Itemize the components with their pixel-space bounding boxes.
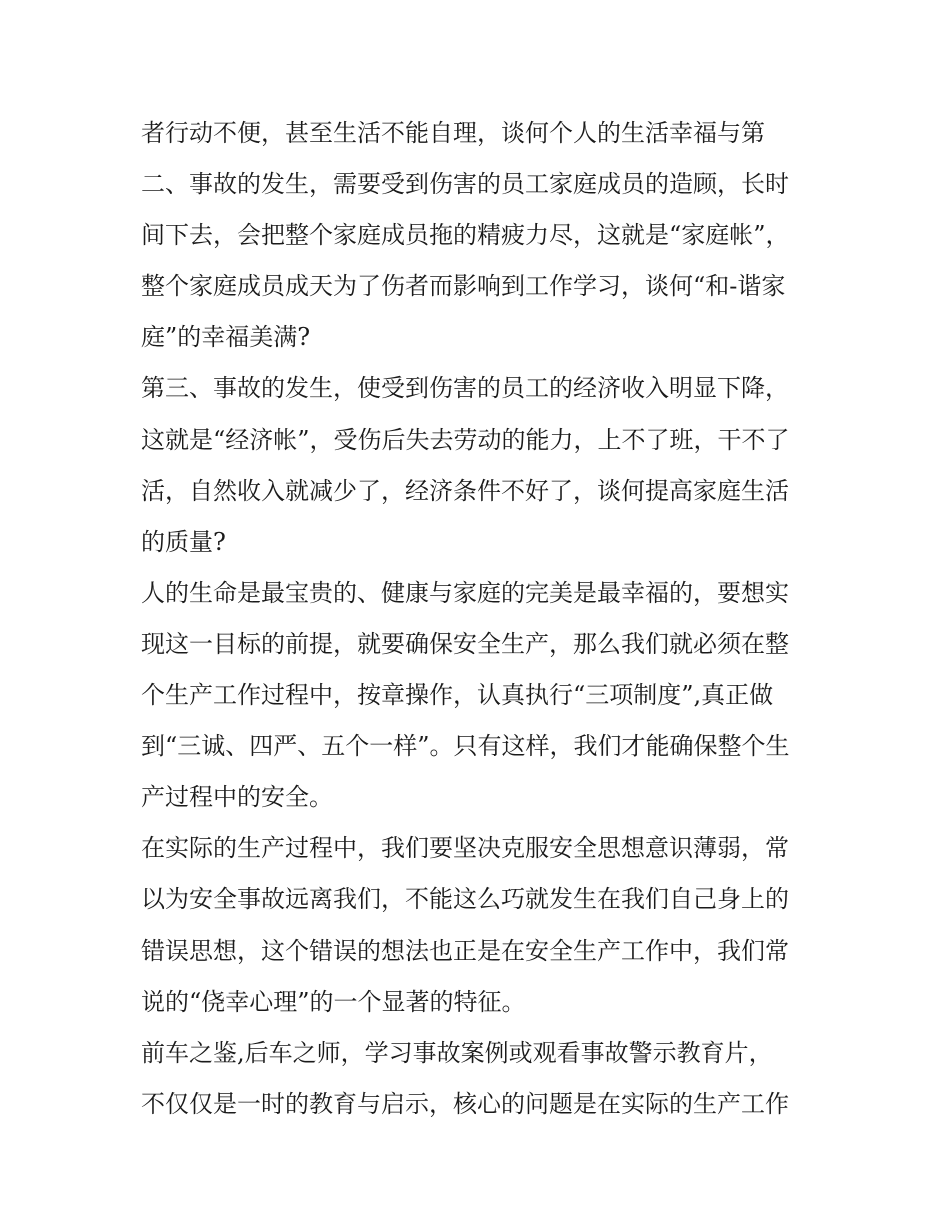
text-line: 在实际的生产过程中，我们要坚决克服安全思想意识薄弱，常 (141, 834, 789, 863)
text-line: 人的生命是最宝贵的、健康与家庭的完美是最幸福的，要想实 (141, 578, 789, 607)
text-line: 前车之鉴,后车之师，学习事故案例或观看事故警示教育片， (141, 1038, 773, 1067)
text-line: 的质量? (141, 527, 226, 556)
text-line: 活，自然收入就减少了，经济条件不好了，谈何提高家庭生活 (141, 476, 789, 505)
text-line: 二、事故的发生，需要受到伤害的员工家庭成员的造顾，长时 (141, 170, 789, 199)
text-line: 不仅仅是一时的教育与启示，核心的问题是在实际的生产工作 (141, 1089, 789, 1118)
text-line: 者行动不便，甚至生活不能自理，谈何个人的生活幸福与第 (141, 119, 765, 147)
text-line: 整个家庭成员成天为了伤者而影响到工作学习，谈何“和-谐家 (141, 272, 786, 301)
text-line: 产过程中的安全。 (141, 783, 333, 812)
text-line: 到“三诚、四严、五个一样”。只有这样，我们才能确保整个生 (141, 732, 790, 761)
text-line: 现这一目标的前提，就要确保安全生产，那么我们就必须在整 (141, 629, 789, 658)
body-text (141, 108, 821, 1130)
text-line: 个生产工作过程中，按章操作，认真执行“三项制度”,真正做 (141, 681, 774, 710)
text-line: 错误思想，这个错误的想法也正是在安全生产工作中，我们常 (141, 936, 789, 965)
text-line: 间下去，会把整个家庭成员拖的精疲力尽，这就是“家庭帐”， (141, 221, 790, 250)
text-line: 说的“侥幸心理”的一个显著的特征。 (141, 987, 526, 1016)
text-line: 第三、事故的发生，使受到伤害的员工的经济收入明显下降， (141, 374, 789, 403)
text-line: 庭”的幸福美满? (141, 323, 311, 352)
text-line: 以为安全事故远离我们，不能这么巧就发生在我们自己身上的 (141, 885, 789, 914)
text-line: 这就是“经济帐”，受伤后失去劳动的能力，上不了班，干不了 (141, 425, 790, 454)
